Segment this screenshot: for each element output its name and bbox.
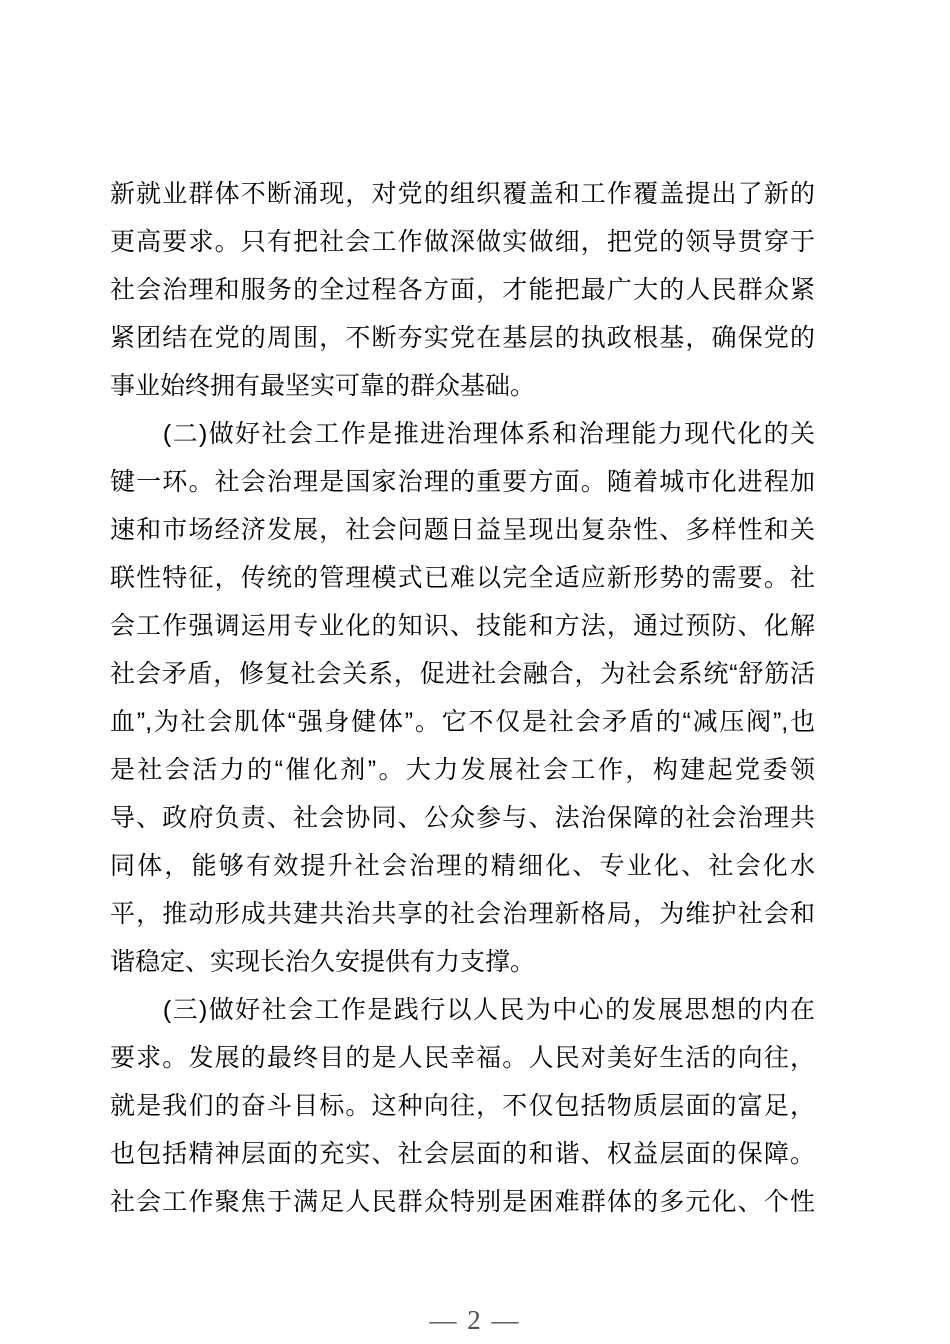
text-line: 是社会活力的“催化剂”。大力发展社会工作，构建起党委领 [110, 756, 815, 784]
text-line: 键一环。社会治理是国家治理的重要方面。随着城市化进程加 [110, 468, 815, 496]
text-line: 就是我们的奋斗目标。这种向往，不仅包括物质层面的富足， [110, 1092, 815, 1120]
text-line: 导、政府负责、社会协同、公众参与、法治保障的社会治理共 [110, 804, 815, 832]
paragraph [110, 410, 815, 986]
text-line: (三)做好社会工作是践行以人民为中心的发展思想的内在 [110, 996, 815, 1024]
document-body [110, 170, 815, 1226]
paragraph [110, 170, 815, 410]
text-line: 紧团结在党的周围，不断夯实党在基层的执政根基，确保党的 [110, 324, 815, 352]
text-line: 平，推动形成共建共治共享的社会治理新格局，为维护社会和 [110, 900, 815, 928]
paragraph [110, 986, 815, 1226]
text-line: (二)做好社会工作是推进治理体系和治理能力现代化的关 [110, 420, 815, 448]
text-line: 会工作强调运用专业化的知识、技能和方法，通过预防、化解 [110, 612, 815, 640]
text-line: 社会治理和服务的全过程各方面，才能把最广大的人民群众紧 [110, 276, 815, 304]
text-line: 更高要求。只有把社会工作做深做实做细，把党的领导贯穿于 [110, 228, 815, 256]
text-line: 也包括精神层面的充实、社会层面的和谐、权益层面的保障。 [110, 1140, 815, 1168]
text-line: 联性特征，传统的管理模式已难以完全适应新形势的需要。社 [110, 564, 815, 592]
text-line: 同体，能够有效提升社会治理的精细化、专业化、社会化水 [110, 852, 815, 880]
text-line: 事业始终拥有最坚实可靠的群众基础。 [110, 372, 536, 400]
text-line: 社会工作聚焦于满足人民群众特别是困难群体的多元化、个性 [110, 1188, 815, 1216]
text-line: 要求。发展的最终目的是人民幸福。人民对美好生活的向往， [110, 1044, 815, 1072]
text-line: 新就业群体不断涌现，对党的组织覆盖和工作覆盖提出了新的 [110, 180, 815, 208]
page-number: — 2 — [429, 1305, 521, 1335]
page-footer [0, 1305, 950, 1336]
text-line: 谐稳定、实现长治久安提供有力支撑。 [110, 948, 536, 976]
text-line: 社会矛盾，修复社会关系，促进社会融合，为社会系统“舒筋活 [110, 660, 815, 688]
text-line: 血”,为社会肌体“强身健体”。它不仅是社会矛盾的“减压阀”,也 [110, 708, 815, 736]
text-line: 速和市场经济发展，社会问题日益呈现出复杂性、多样性和关 [110, 516, 815, 544]
